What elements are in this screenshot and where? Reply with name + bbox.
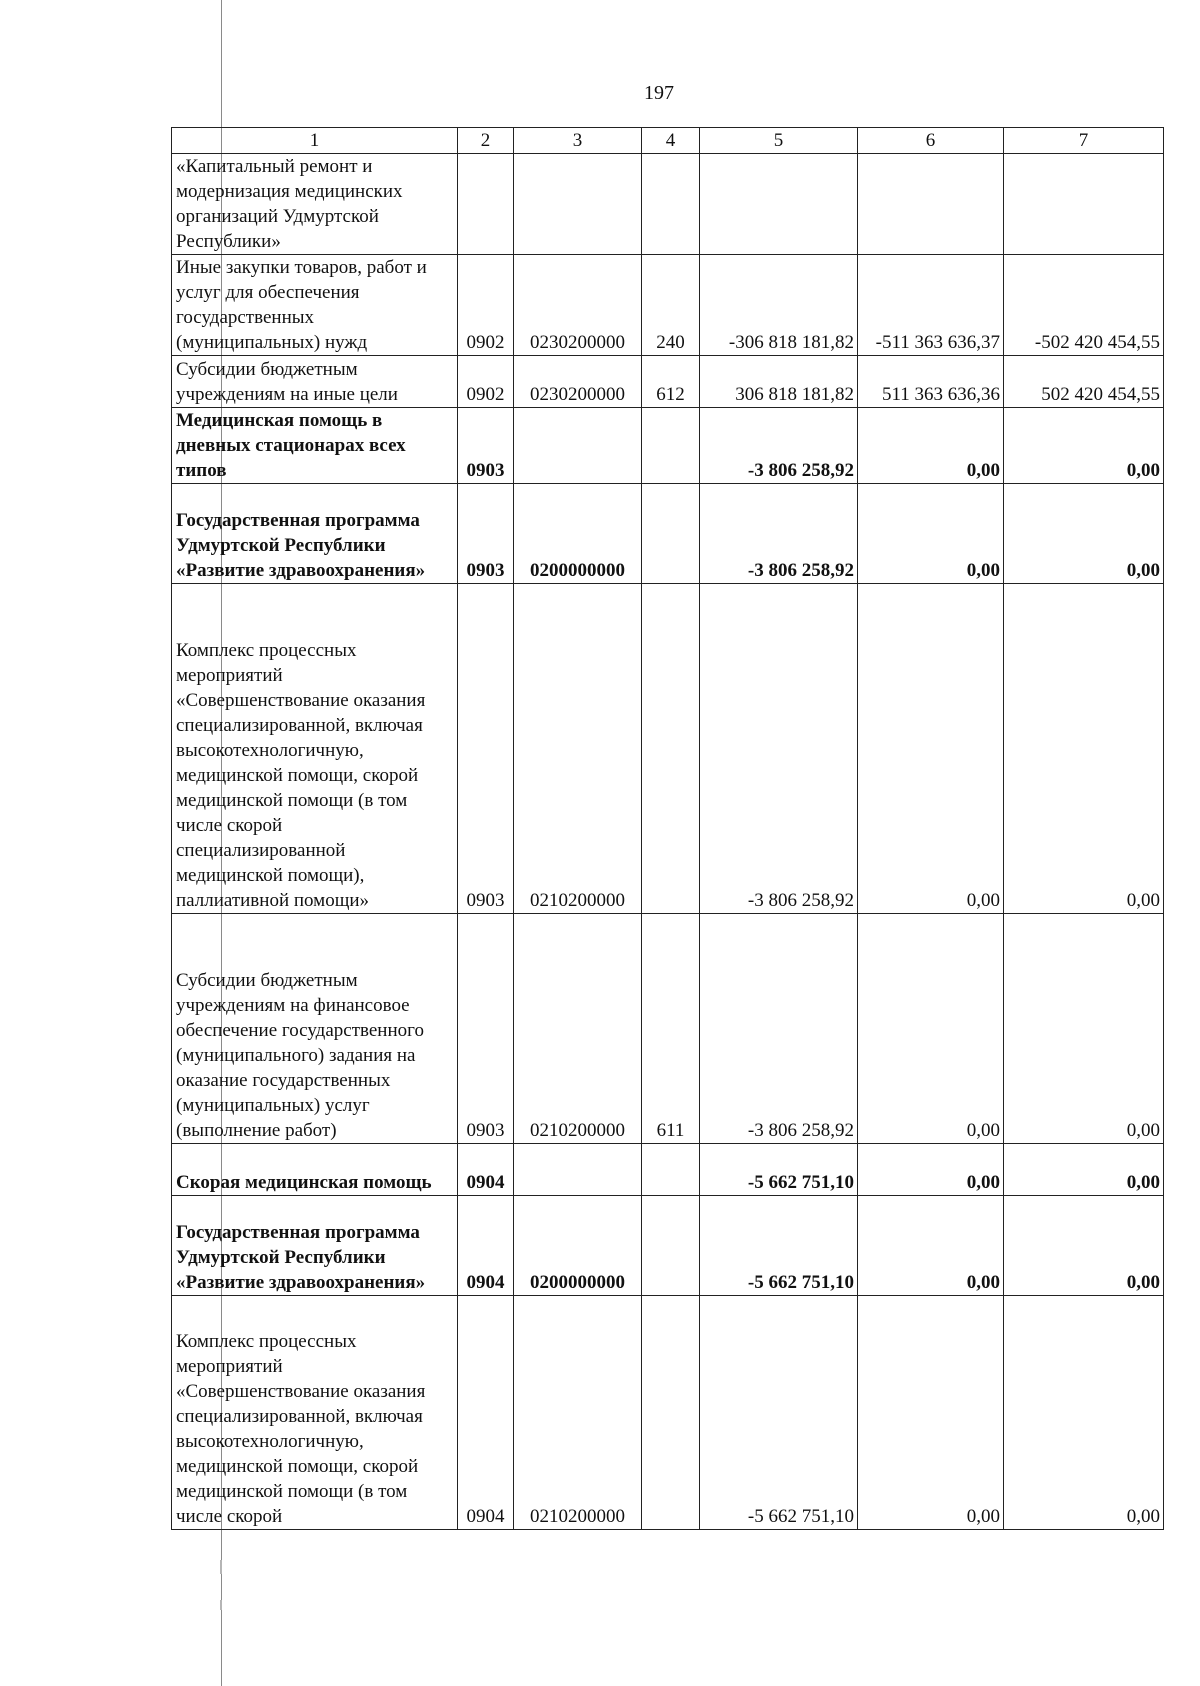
section-code-cell: 0904 bbox=[458, 1144, 514, 1196]
expense-type-cell: 612 bbox=[642, 356, 700, 408]
amount-col6-cell: 0,00 bbox=[858, 1196, 1004, 1296]
target-article-cell: 0210200000 bbox=[514, 584, 642, 914]
section-code-cell bbox=[458, 154, 514, 255]
amount-col6-cell: 0,00 bbox=[858, 408, 1004, 484]
amount-col6-cell: 0,00 bbox=[858, 584, 1004, 914]
section-code-cell: 0902 bbox=[458, 255, 514, 356]
amount-col5-cell: -5 662 751,10 bbox=[700, 1144, 858, 1196]
section-code-cell: 0902 bbox=[458, 356, 514, 408]
binding-margin-mark bbox=[220, 1560, 222, 1574]
amount-col5-cell: -3 806 258,92 bbox=[700, 584, 858, 914]
section-code-cell: 0904 bbox=[458, 1296, 514, 1530]
column-header: 6 bbox=[858, 128, 1004, 154]
row-name-cell: Медицинская помощь в дневных стационарах всех типов bbox=[172, 408, 458, 484]
target-article-cell bbox=[514, 1144, 642, 1196]
amount-col5-cell: 306 818 181,82 bbox=[700, 356, 858, 408]
target-article-cell: 0230200000 bbox=[514, 356, 642, 408]
expense-type-cell bbox=[642, 1196, 700, 1296]
budget-table bbox=[171, 127, 1164, 1530]
expense-type-cell bbox=[642, 408, 700, 484]
amount-col7-cell: 0,00 bbox=[1004, 484, 1164, 584]
target-article-cell: 0210200000 bbox=[514, 914, 642, 1144]
amount-col6-cell: -511 363 636,37 bbox=[858, 255, 1004, 356]
amount-col6-cell bbox=[858, 154, 1004, 255]
amount-col7-cell: 0,00 bbox=[1004, 914, 1164, 1144]
binding-margin-mark bbox=[220, 1600, 222, 1610]
column-header: 2 bbox=[458, 128, 514, 154]
amount-col5-cell: -306 818 181,82 bbox=[700, 255, 858, 356]
table-row bbox=[172, 356, 1164, 408]
amount-col6-cell: 0,00 bbox=[858, 1296, 1004, 1530]
amount-col5-cell: -5 662 751,10 bbox=[700, 1196, 858, 1296]
amount-col7-cell bbox=[1004, 154, 1164, 255]
amount-col5-cell: -3 806 258,92 bbox=[700, 408, 858, 484]
amount-col5-cell: -3 806 258,92 bbox=[700, 484, 858, 584]
table-row bbox=[172, 154, 1164, 255]
row-name-cell: Субсидии бюджетным учреждениям на финансовое обеспечение государственного (муниципального) задания на оказание государственных (муниципальных) услуг (выполнение работ) bbox=[172, 914, 458, 1144]
column-header: 1 bbox=[172, 128, 458, 154]
row-name-cell: Субсидии бюджетным учреждениям на иные цели bbox=[172, 356, 458, 408]
table-row bbox=[172, 255, 1164, 356]
row-name-cell: Государственная программа Удмуртской Республики «Развитие здравоохранения» bbox=[172, 484, 458, 584]
table-row bbox=[172, 408, 1164, 484]
amount-col6-cell: 511 363 636,36 bbox=[858, 356, 1004, 408]
target-article-cell: 0200000000 bbox=[514, 1196, 642, 1296]
amount-col6-cell: 0,00 bbox=[858, 484, 1004, 584]
table-row bbox=[172, 1296, 1164, 1530]
target-article-cell: 0200000000 bbox=[514, 484, 642, 584]
column-header: 7 bbox=[1004, 128, 1164, 154]
row-name-cell: Комплекс процессных мероприятий «Совершенствование оказания специализированной, включая высокотехнологичную, медицинской помощи, скорой медицинской помощи (в том числе скорой bbox=[172, 1296, 458, 1530]
expense-type-cell: 240 bbox=[642, 255, 700, 356]
amount-col7-cell: 502 420 454,55 bbox=[1004, 356, 1164, 408]
amount-col5-cell: -5 662 751,10 bbox=[700, 1296, 858, 1530]
amount-col5-cell: -3 806 258,92 bbox=[700, 914, 858, 1144]
amount-col7-cell: -502 420 454,55 bbox=[1004, 255, 1164, 356]
expense-type-cell bbox=[642, 484, 700, 584]
expense-type-cell: 611 bbox=[642, 914, 700, 1144]
table-header-row bbox=[172, 128, 1164, 154]
amount-col7-cell: 0,00 bbox=[1004, 1144, 1164, 1196]
section-code-cell: 0903 bbox=[458, 484, 514, 584]
row-name-cell: Скорая медицинская помощь bbox=[172, 1144, 458, 1196]
amount-col6-cell: 0,00 bbox=[858, 1144, 1004, 1196]
column-header: 4 bbox=[642, 128, 700, 154]
table-row bbox=[172, 914, 1164, 1144]
column-header: 3 bbox=[514, 128, 642, 154]
section-code-cell: 0903 bbox=[458, 584, 514, 914]
section-code-cell: 0903 bbox=[458, 914, 514, 1144]
section-code-cell: 0904 bbox=[458, 1196, 514, 1296]
target-article-cell bbox=[514, 408, 642, 484]
column-header: 5 bbox=[700, 128, 858, 154]
section-code-cell: 0903 bbox=[458, 408, 514, 484]
row-name-cell: Комплекс процессных мероприятий «Совершенствование оказания специализированной, включая высокотехнологичную, медицинской помощи, скорой медицинской помощи (в том числе скорой специализированной медицинской помощи), паллиативной помощи» bbox=[172, 584, 458, 914]
amount-col7-cell: 0,00 bbox=[1004, 1296, 1164, 1530]
amount-col7-cell: 0,00 bbox=[1004, 584, 1164, 914]
table-row bbox=[172, 1196, 1164, 1296]
target-article-cell: 0210200000 bbox=[514, 1296, 642, 1530]
table-row bbox=[172, 584, 1164, 914]
expense-type-cell bbox=[642, 1296, 700, 1530]
table-row bbox=[172, 484, 1164, 584]
amount-col6-cell: 0,00 bbox=[858, 914, 1004, 1144]
row-name-cell: «Капитальный ремонт и модернизация медицинских организаций Удмуртской Республики» bbox=[172, 154, 458, 255]
row-name-cell: Иные закупки товаров, работ и услуг для обеспечения государственных (муниципальных) нужд bbox=[172, 255, 458, 356]
amount-col7-cell: 0,00 bbox=[1004, 408, 1164, 484]
table-row bbox=[172, 1144, 1164, 1196]
expense-type-cell bbox=[642, 154, 700, 255]
row-name-cell: Государственная программа Удмуртской Республики «Развитие здравоохранения» bbox=[172, 1196, 458, 1296]
target-article-cell bbox=[514, 154, 642, 255]
page-number: 197 bbox=[644, 82, 674, 104]
amount-col7-cell: 0,00 bbox=[1004, 1196, 1164, 1296]
amount-col5-cell bbox=[700, 154, 858, 255]
expense-type-cell bbox=[642, 584, 700, 914]
expense-type-cell bbox=[642, 1144, 700, 1196]
target-article-cell: 0230200000 bbox=[514, 255, 642, 356]
